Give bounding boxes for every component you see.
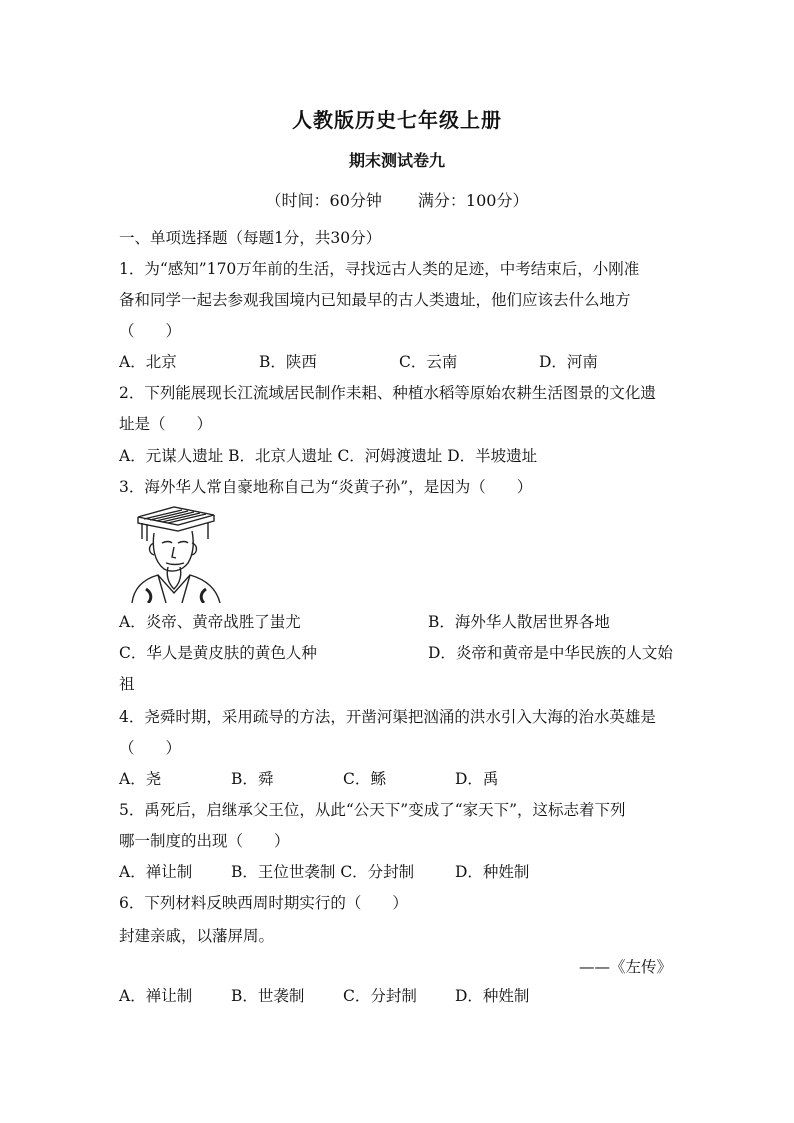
section-heading: 一、单项选择题（每题1分，共30分）	[119, 229, 382, 247]
q3-option-d-cont: 祖	[119, 675, 135, 693]
question-5-line-1: 5．禹死后，启继承父王位，从此“公天下”变成了“家天下”，这标志着下列	[119, 801, 626, 819]
q5-option-bc: B．王位世袭制 C．分封制	[231, 863, 415, 881]
q5-option-a: A．禅让制	[119, 863, 193, 881]
question-4-line-1: 4．尧舜时期，采用疏导的方法，开凿河渠把汹涌的洪水引入大海的治水英雄是	[119, 708, 656, 726]
q4-option-d: D．禹	[455, 770, 499, 788]
q4-option-c: C．鲧	[343, 770, 386, 788]
question-4-line-2: （ ）	[119, 739, 182, 757]
question-1-line-2: 备和同学一起去参观我国境内已知最早的古人类遗址，他们应该去什么地方	[119, 291, 631, 309]
q6-option-a: A．禅让制	[119, 987, 193, 1005]
question-1-line-1: 1．为“感知”170万年前的生活，寻找远古人类的足迹，中考结束后，小刚准	[119, 260, 640, 278]
question-3-line-1: 3．海外华人常自豪地称自己为“炎黄子孙”，是因为（ ）	[119, 478, 533, 496]
question-5-line-2: 哪一制度的出现（ ）	[119, 832, 290, 850]
q2-options: A．元谋人遗址 B．北京人遗址 C．河姆渡遗址 D．半坡遗址	[119, 447, 538, 465]
q6-option-d: D．种姓制	[455, 987, 530, 1005]
question-6-line-1: 6．下列材料反映西周时期实行的（ ）	[119, 894, 408, 912]
exam-subtitle: 期末测试卷九	[348, 151, 445, 170]
q3-option-c: C．华人是黄皮肤的黄色人种	[119, 644, 317, 662]
q6-option-c: C．分封制	[343, 987, 417, 1005]
q5-option-d: D．种姓制	[455, 863, 530, 881]
q3-option-b: B．海外华人散居世界各地	[428, 613, 610, 631]
question-6-quote: 封建亲戚，以藩屏周。	[119, 927, 275, 945]
q4-option-b: B．舜	[231, 770, 274, 788]
question-1-line-3: （ ）	[119, 322, 182, 340]
q4-option-a: A．尧	[119, 770, 162, 788]
page-title: 人教版历史七年级上册	[292, 108, 502, 132]
question-2-line-2: 址是（ ）	[119, 415, 213, 433]
emperor-portrait-image	[122, 503, 230, 603]
q3-option-d: D．炎帝和黄帝是中华民族的人文始	[428, 644, 673, 662]
exam-meta	[0, 188, 794, 211]
q6-option-b: B．世袭制	[231, 987, 305, 1005]
q1-option-b: B．陕西	[259, 353, 317, 371]
q1-option-a: A．北京	[119, 353, 177, 371]
question-2-line-1: 2．下列能展现长江流域居民制作耒耜、种植水稻等原始农耕生活图景的文化遗	[119, 384, 656, 402]
time-limit: （时间：60分钟	[265, 191, 382, 210]
q1-option-d: D．河南	[539, 353, 598, 371]
quote-source: ——《左传》	[578, 958, 672, 976]
q1-option-c: C．云南	[399, 353, 458, 371]
q3-option-a: A．炎帝、黄帝战胜了蚩尤	[119, 613, 301, 631]
full-score: 满分：100分）	[417, 191, 529, 210]
